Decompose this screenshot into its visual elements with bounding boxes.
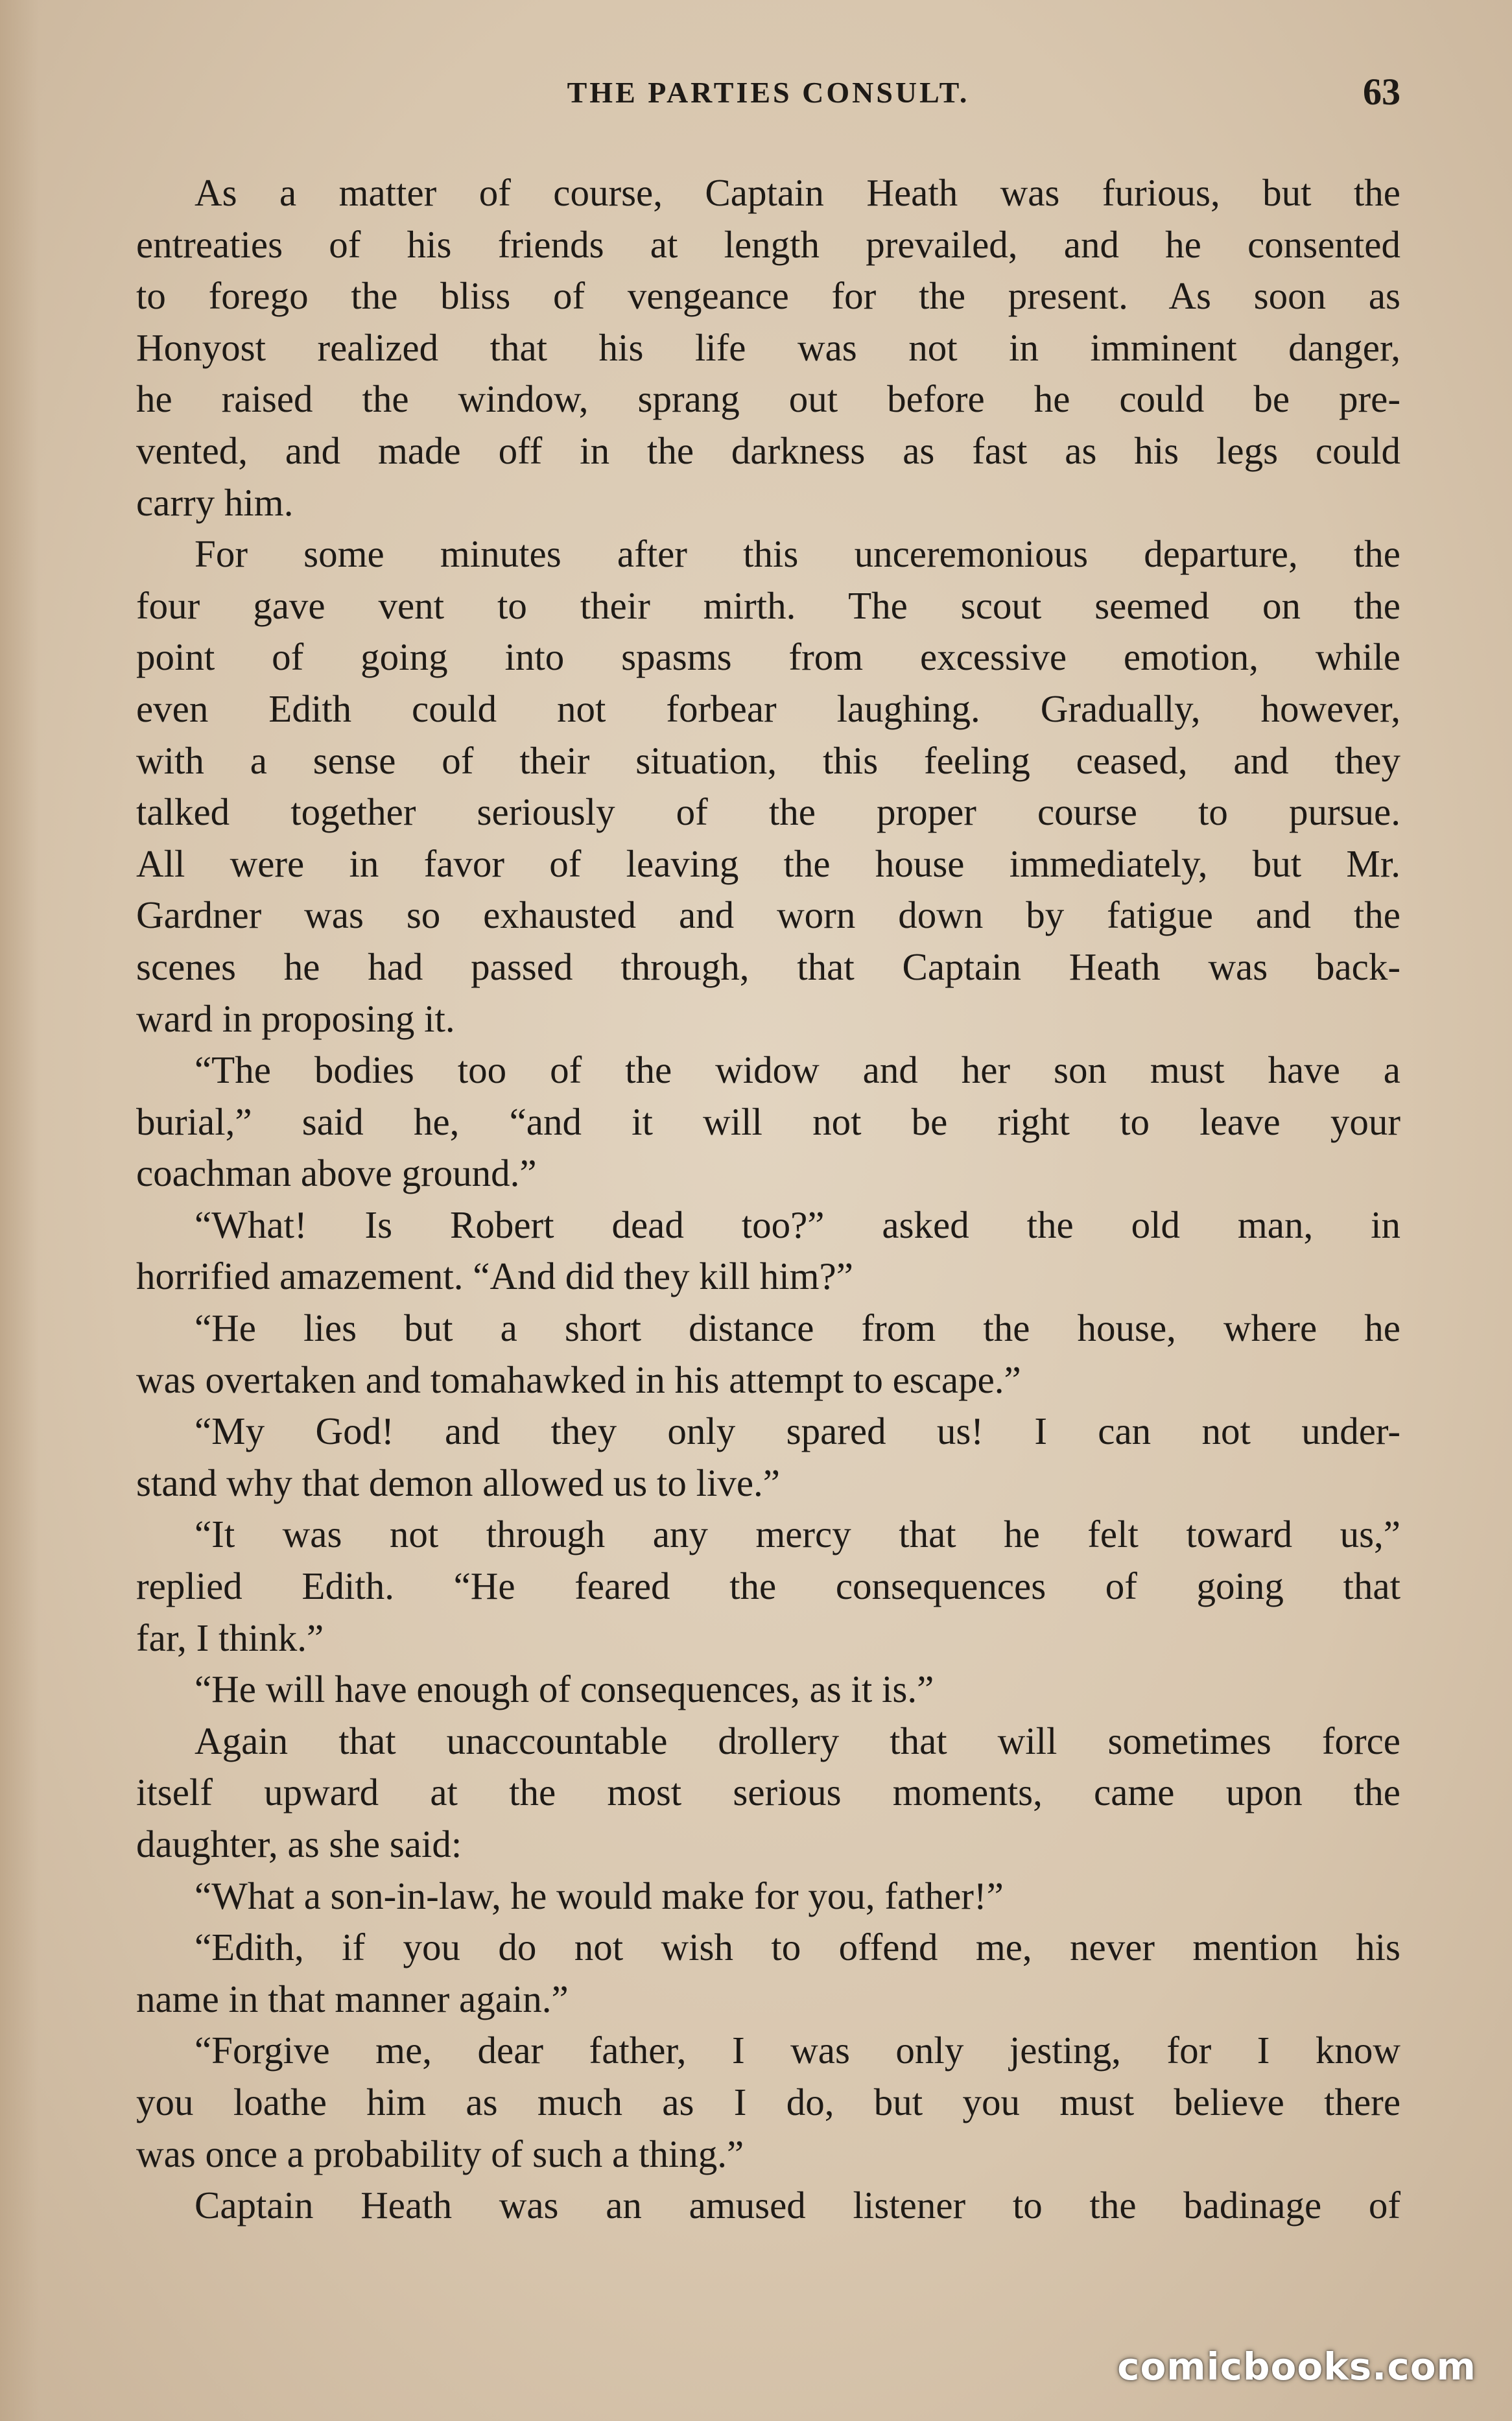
text-line: “The bodies too of the widow and her son must have a <box>195 1048 1400 1092</box>
text-line: talked together seriously of the proper course to pursue. <box>136 790 1400 834</box>
text-line: even Edith could not forbear laughing. Gradually, however, <box>136 687 1400 730</box>
text-line: As a matter of course, Captain Heath was furious, but the <box>195 171 1400 214</box>
text-line: scenes he had passed through, that Captain Heath was back- <box>136 945 1400 988</box>
text-line: All were in favor of leaving the house immediately, but Mr. <box>136 842 1400 885</box>
text-line: For some minutes after this unceremonious departure, the <box>195 532 1400 576</box>
text-line: was overtaken and tomahawked in his attempt to escape.” <box>136 1358 1021 1401</box>
text-line: point of going into spasms from excessive emotion, while <box>136 635 1400 679</box>
text-line: Gardner was so exhausted and worn down by fatigue and the <box>136 893 1400 937</box>
running-head <box>136 70 1400 115</box>
page-edge-shadow <box>0 0 39 2421</box>
text-line: daughter, as she said: <box>136 1823 462 1865</box>
text-line: burial,” said he, “and it will not be right to leave your <box>136 1100 1400 1143</box>
text-line: vented, and made off in the darkness as fast as his legs could <box>136 429 1400 472</box>
text-line: “What a son-in-law, he would make for you, father!” <box>195 1874 1004 1917</box>
text-line: far, I think.” <box>136 1616 324 1659</box>
page-number: 63 <box>1363 71 1400 113</box>
text-line: coachman above ground.” <box>136 1151 537 1195</box>
text-line: Honyost realized that his life was not in imminent danger, <box>136 325 1400 369</box>
text-line: itself upward at the most serious moments, came upon the <box>136 1771 1400 1814</box>
text-line: was once a probability of such a thing.” <box>136 2132 744 2175</box>
text-line: he raised the window, sprang out before he could be pre- <box>136 377 1400 421</box>
text-line: “He lies but a short distance from the house, where he <box>195 1306 1400 1350</box>
body-text <box>136 167 1400 2262</box>
text-line: you loathe him as much as I do, but you must believe there <box>136 2080 1400 2123</box>
text-line: Captain Heath was an amused listener to the badinage of <box>195 2184 1400 2227</box>
running-title: THE PARTIES CONSULT. <box>567 76 970 109</box>
text-line: Again that unaccountable drollery that will sometimes force <box>195 1719 1400 1762</box>
text-line: “My God! and they only spared us! I can not under- <box>195 1410 1400 1453</box>
text-line: “What! Is Robert dead too?” asked the old man, in <box>195 1203 1400 1246</box>
text-line: stand why that demon allowed us to live.” <box>136 1461 780 1504</box>
text-line: with a sense of their situation, this feeling ceased, and they <box>136 738 1400 782</box>
site-watermark: comicbooks.com <box>1117 2344 1476 2389</box>
text-line: name in that manner again.” <box>136 1977 569 2020</box>
text-line: ward in proposing it. <box>136 997 455 1040</box>
text-line: entreaties of his friends at length prevailed, and he consented <box>136 222 1400 266</box>
text-line: “Forgive me, dear father, I was only jesting, for I know <box>195 2029 1400 2072</box>
text-line: “Edith, if you do not wish to offend me, never mention his <box>195 1926 1400 1969</box>
text-line: “It was not through any mercy that he felt toward us,” <box>195 1513 1400 1556</box>
text-line: to forego the bliss of vengeance for the present. As soon as <box>136 274 1400 318</box>
text-line: “He will have enough of consequences, as it is.” <box>195 1668 934 1711</box>
text-line: four gave vent to their mirth. The scout seemed on the <box>136 584 1400 627</box>
text-line: replied Edith. “He feared the consequences of going that <box>136 1565 1400 1608</box>
text-line: horrified amazement. “And did they kill him?” <box>136 1255 853 1298</box>
text-line: carry him. <box>136 480 294 524</box>
